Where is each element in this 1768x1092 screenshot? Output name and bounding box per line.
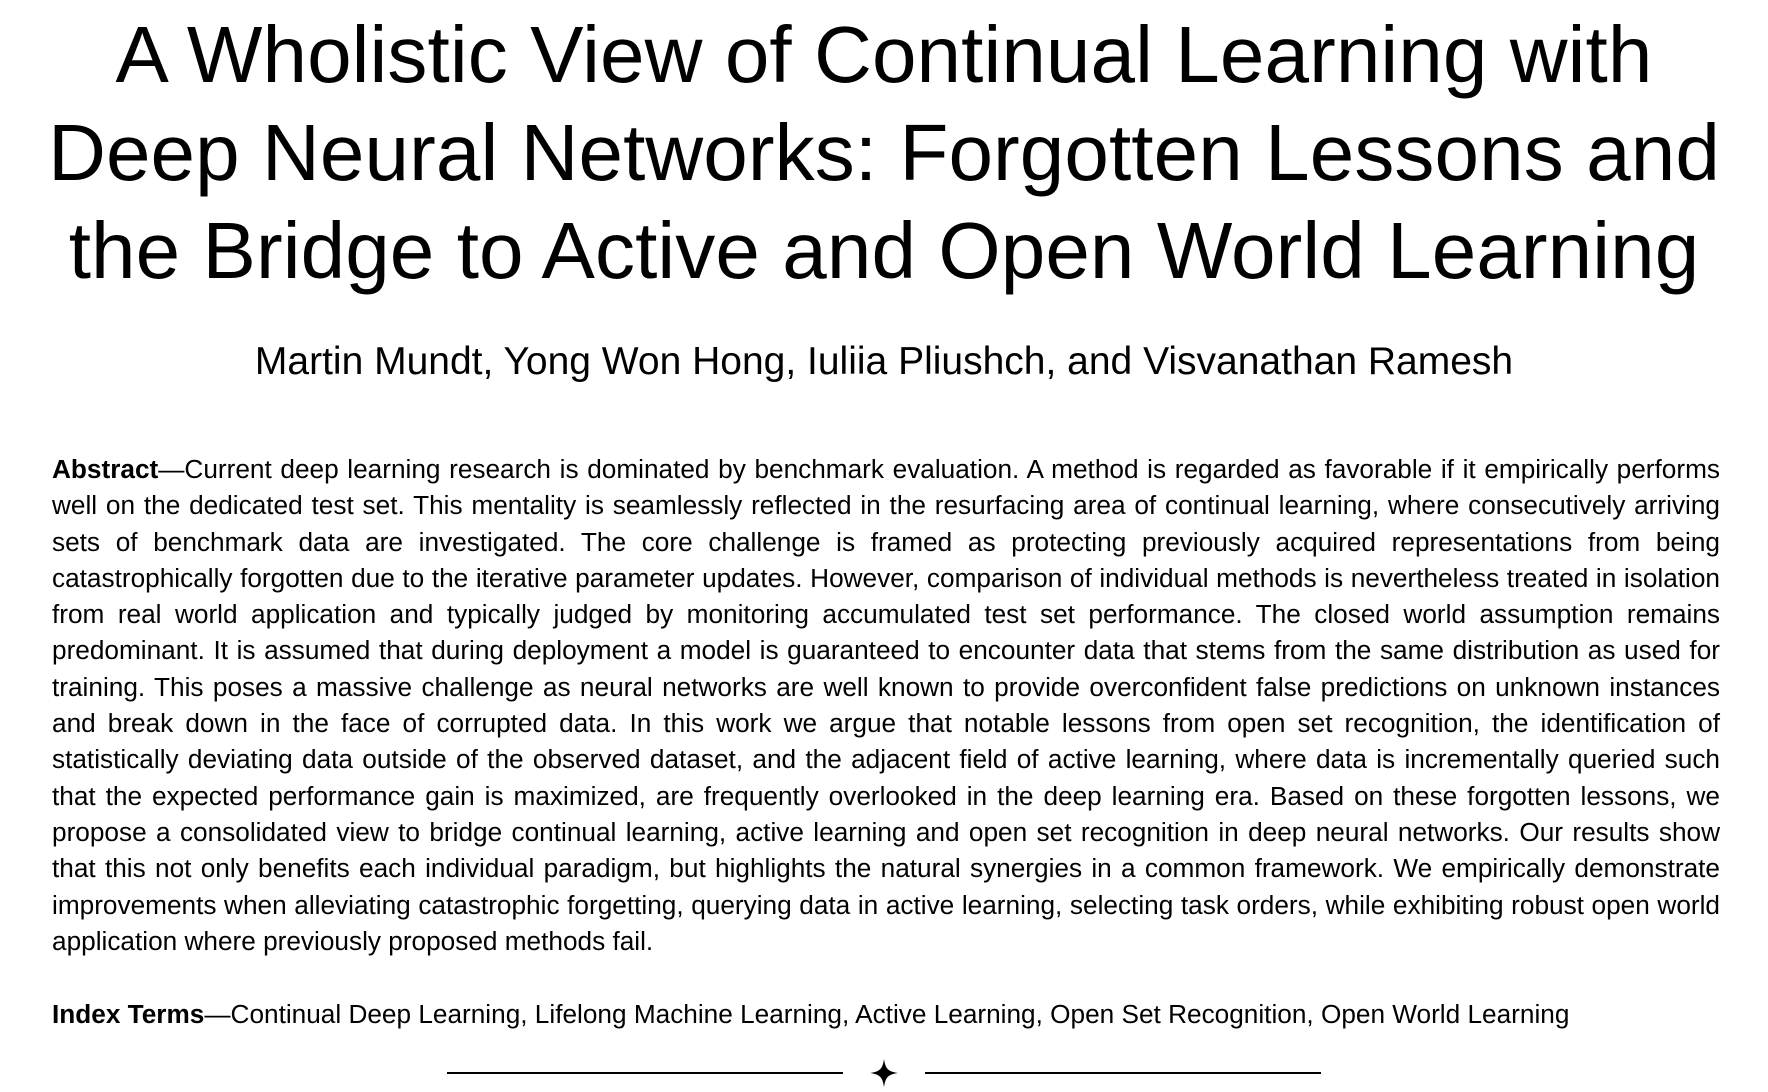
author-list: Martin Mundt, Yong Won Hong, Iuliia Pliushch, and Visvanathan Ramesh <box>254 340 1514 383</box>
index-terms <box>52 996 1742 1032</box>
abstract-text: Current deep learning research is dominated by benchmark evaluation. A method is regarded as favorable if it empirically performs well on the dedicated test set. This mentality is seamlessly reflected in the resurfacing area of continual learning, where consecutively arriving sets of benchmark data are investigated. The core challenge is framed as protecting previously acquired representations from being catastrophically forgotten due to the iterative parameter updates. However, comparison of individual methods is nevertheless treated in isolation from real world application and typically judged by monitoring accumulated test set performance. The closed world assumption remains predominant. It is assumed that during deployment a model is guaranteed to encounter data that stems from the same distribution as used for training. This poses a massive challenge as neural networks are well known to provide overconfident false predictions on unknown instances and break down in the face of corrupted data. In this work we argue that notable lessons from open set recognition, the identification of statistically deviating data outside of the observed dataset, and the adjacent field of active learning, where data is incrementally queried such that the expected performance gain is maximized, are frequently overlooked in the deep learning era. Based on these forgotten lessons, we propose a consolidated view to bridge continual learning, active learning and open set recognition in deep neural networks. Our results show that this not only benefits each individual paradigm, but highlights the natural synergies in a common framework. We empirically demonstrate improvements when alleviating catastrophic forgetting, querying data in active learning, selecting task orders, while exhibiting robust open world application where previously proposed methods fail. <box>52 454 1720 956</box>
index-terms-label: Index Terms <box>52 999 205 1029</box>
abstract <box>52 451 1720 959</box>
index-terms-separator: — <box>204 999 231 1029</box>
title-line: Deep Neural Networks: Forgotten Lessons and <box>48 108 1720 197</box>
abstract-label: Abstract <box>52 454 159 484</box>
section-divider <box>0 1058 1768 1088</box>
title-line: A Wholistic View of Continual Learning with <box>115 10 1653 99</box>
divider-line-right <box>925 1072 1321 1074</box>
divider-line-left <box>447 1072 843 1074</box>
paper-title <box>0 6 1768 300</box>
four-point-star-icon <box>869 1058 899 1088</box>
index-terms-text: Continual Deep Learning, Lifelong Machine Learning, Active Learning, Open Set Recognition, Open World Learning <box>230 999 1570 1029</box>
abstract-separator: — <box>158 454 185 484</box>
title-line: the Bridge to Active and Open World Learning <box>68 206 1700 295</box>
